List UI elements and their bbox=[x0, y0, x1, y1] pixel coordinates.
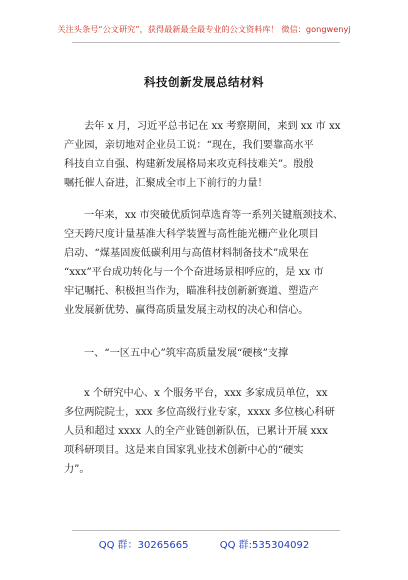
text-line: 力”。 bbox=[64, 464, 90, 475]
header-banner: 关注头条号“公文研究”，获得最新最全最专业的公文资料库！ 微信：gongwenyj bbox=[57, 24, 351, 34]
qq-group-1: QQ 群：30265665 bbox=[98, 540, 189, 551]
text-line: 一、“一区五中心”筑牢高质量发展“硬核”支撑 bbox=[84, 348, 289, 359]
text-line: 项科研项目。这是来自国家乳业技术创新中心的“硬实 bbox=[64, 445, 304, 456]
text-line: 一年来，xx 市突破优质饲草选育等一系列关键瓶颈技术、 bbox=[84, 210, 344, 221]
document-title: 科技创新发展总结材料 bbox=[144, 75, 264, 89]
text-line: 科技自立自强、构建新发展格局来攻克科技难关”。殷殷 bbox=[64, 159, 314, 170]
text-line: 空天跨尺度计量基准大科学装置与高性能光栅产业化项目 bbox=[64, 229, 319, 240]
text-line: 多位两院院士，xxx 多位高级行业专家，xxxx 多位核心科研 bbox=[64, 407, 335, 418]
text-line: 去年 x 月，习近平总书记在 xx 考察期间，来到 xx 市 xx bbox=[84, 121, 341, 132]
paragraph-1 bbox=[64, 117, 356, 193]
text-line: 嘱托催人奋进，汇聚成全市上下前行的力量！ bbox=[64, 178, 268, 189]
section-heading bbox=[64, 344, 356, 363]
text-line: x 个研究中心、x 个服务平台，xxx 多家成员单位，xx bbox=[84, 388, 328, 399]
footer-divider bbox=[72, 530, 340, 531]
text-line: 产业园，亲切地对企业员工说：“现在，我们要靠高水平 bbox=[64, 140, 314, 151]
text-line: 启动、“煤基固废低碳利用与高值材料制备技术”成果在 bbox=[64, 248, 309, 259]
paragraph-2 bbox=[64, 206, 356, 320]
text-line: 业发展新优势、赢得高质量发展主动权的决心和信心。 bbox=[64, 305, 309, 316]
header-divider bbox=[72, 42, 340, 43]
paragraph-3 bbox=[64, 384, 356, 479]
text-line: 人员和超过 xxxx 人的全产业链创新队伍，已累计开展 xxx bbox=[64, 426, 328, 437]
footer-contact bbox=[0, 536, 408, 551]
text-line: “xxx”平台成功转化与一个个奋进场景相呼应的，是 xx 市 bbox=[64, 267, 324, 278]
qq-group-2: QQ 群:535304092 bbox=[219, 540, 310, 551]
text-line: 牢记嘱托、积极担当作为，瞄准科技创新新赛道、塑造产 bbox=[64, 286, 319, 297]
